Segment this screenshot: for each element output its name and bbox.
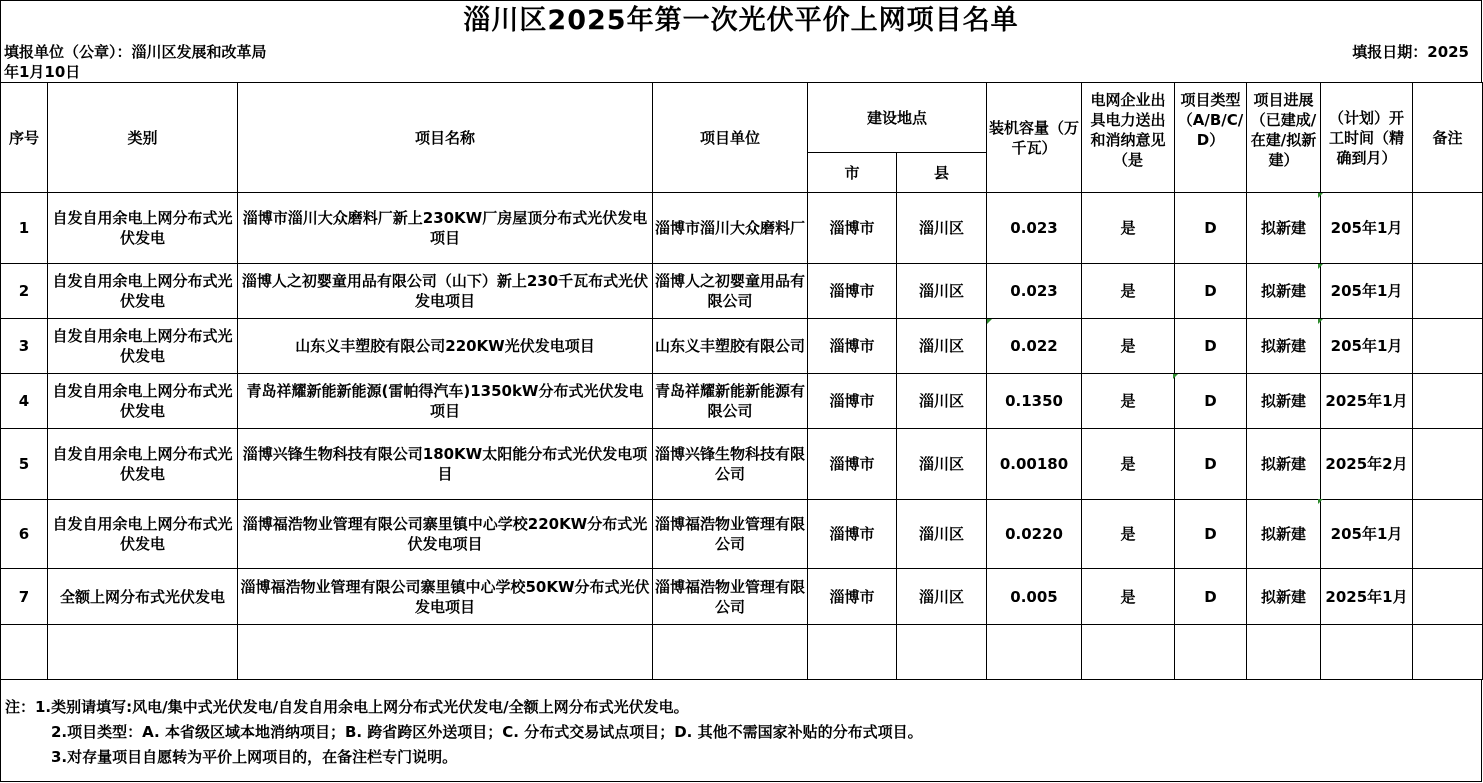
- cell-category: 自发自用余电上网分布式光伏发电: [48, 374, 238, 429]
- cell-progress: 拟新建: [1247, 429, 1321, 500]
- cell-index: 4: [1, 374, 48, 429]
- cell-name: 淄博福浩物业管理有限公司寨里镇中心学校50KW分布式光伏发电项目: [238, 569, 653, 625]
- cell-index: 7: [1, 569, 48, 625]
- empty-cell: [897, 625, 987, 680]
- table-row: [1, 429, 1483, 500]
- comment-marker: [1173, 374, 1178, 379]
- cell-type: D: [1175, 429, 1247, 500]
- cell-category: 自发自用余电上网分布式光伏发电: [48, 429, 238, 500]
- table-row: [1, 193, 1483, 264]
- table-row: [1, 264, 1483, 319]
- cell-opinion: 是: [1082, 193, 1175, 264]
- cell-progress: 拟新建: [1247, 193, 1321, 264]
- cell-capacity: 0.00180: [987, 429, 1082, 500]
- empty-cell: [1247, 625, 1321, 680]
- comment-marker: [1318, 193, 1323, 198]
- note-3: 3.对存量项目自愿转为平价上网项目的，在备注栏专门说明。: [51, 748, 458, 766]
- cell-unit: 淄博人之初婴童用品有限公司: [653, 264, 808, 319]
- cell-start: 2025年1月: [1321, 374, 1413, 429]
- cell-unit: 淄博福浩物业管理有限公司: [653, 569, 808, 625]
- cell-unit: 山东义丰塑胶有限公司: [653, 319, 808, 374]
- empty-cell: [987, 625, 1082, 680]
- cell-opinion: 是: [1082, 569, 1175, 625]
- cell-name: 山东义丰塑胶有限公司220KW光伏发电项目: [238, 319, 653, 374]
- cell-capacity: 0.023: [987, 264, 1082, 319]
- cell-category: 自发自用余电上网分布式光伏发电: [48, 319, 238, 374]
- cell-county: 淄川区: [897, 569, 987, 625]
- cell-unit: 淄博市淄川大众磨料厂: [653, 193, 808, 264]
- header-category: 类别: [48, 83, 238, 193]
- filler-unit: 填报单位（公章）：淄川区发展和改革局: [4, 43, 267, 61]
- cell-index: 3: [1, 319, 48, 374]
- note-1: 注：1.类别请填写:风电/集中式光伏发电/自发自用余电上网分布式光伏发电/全额上网分布式光伏发电。: [5, 698, 689, 716]
- cell-remark: [1413, 569, 1483, 625]
- table-row: [1, 374, 1483, 429]
- cell-start: 205年1月: [1321, 500, 1413, 569]
- cell-city: 淄博市: [808, 429, 897, 500]
- empty-cell: [1, 625, 48, 680]
- cell-start: 2025年2月: [1321, 429, 1413, 500]
- cell-name: 淄博福浩物业管理有限公司寨里镇中心学校220KW分布式光伏发电项目: [238, 500, 653, 569]
- cell-county: 淄川区: [897, 319, 987, 374]
- filler-date-continued: 年1月10日: [4, 64, 81, 80]
- cell-progress: 拟新建: [1247, 374, 1321, 429]
- empty-cell: [48, 625, 238, 680]
- cell-type: D: [1175, 193, 1247, 264]
- cell-remark: [1413, 500, 1483, 569]
- left-border: [0, 40, 1, 83]
- cell-index: 2: [1, 264, 48, 319]
- cell-index: 1: [1, 193, 48, 264]
- empty-cell: [808, 625, 897, 680]
- cell-remark: [1413, 374, 1483, 429]
- cell-progress: 拟新建: [1247, 500, 1321, 569]
- note-2: 2.项目类型：A. 本省级区域本地消纳项目；B. 跨省跨区外送项目；C. 分布式交易试点项目；D. 其他不需国家补贴的分布式项目。: [51, 723, 923, 741]
- cell-opinion: 是: [1082, 429, 1175, 500]
- comment-marker: [1318, 319, 1323, 324]
- cell-county: 淄川区: [897, 429, 987, 500]
- cell-opinion: 是: [1082, 500, 1175, 569]
- comment-marker: [1318, 264, 1323, 269]
- cell-city: 淄博市: [808, 193, 897, 264]
- header-progress: 项目进展（已建成/在建/拟新建）: [1247, 83, 1321, 193]
- empty-cell: [1413, 625, 1483, 680]
- cell-start: 205年1月: [1321, 193, 1413, 264]
- cell-county: 淄川区: [897, 374, 987, 429]
- cell-county: 淄川区: [897, 264, 987, 319]
- header-capacity: 装机容量（万千瓦）: [987, 83, 1082, 193]
- empty-cell: [1321, 625, 1413, 680]
- cell-type: D: [1175, 500, 1247, 569]
- header-name: 项目名称: [238, 83, 653, 193]
- cell-progress: 拟新建: [1247, 264, 1321, 319]
- header-start-time: （计划）开工时间（精确到月）: [1321, 83, 1413, 193]
- header-unit: 项目单位: [653, 83, 808, 193]
- cell-opinion: 是: [1082, 264, 1175, 319]
- cell-category: 自发自用余电上网分布式光伏发电: [48, 500, 238, 569]
- header-city: 市: [808, 153, 897, 193]
- notes-section: [0, 680, 1482, 782]
- cell-capacity: 0.005: [987, 569, 1082, 625]
- cell-remark: [1413, 319, 1483, 374]
- cell-city: 淄博市: [808, 569, 897, 625]
- cell-name: 淄博兴锋生物科技有限公司180KW太阳能分布式光伏发电项目: [238, 429, 653, 500]
- cell-unit: 青岛祥耀新能新能源有限公司: [653, 374, 808, 429]
- cell-remark: [1413, 264, 1483, 319]
- header-location: 建设地点: [808, 83, 987, 153]
- cell-county: 淄川区: [897, 193, 987, 264]
- table-row: [1, 500, 1483, 569]
- filler-date: 填报日期：2025: [1352, 43, 1469, 61]
- cell-start: 2025年1月: [1321, 569, 1413, 625]
- cell-name: 淄博市淄川大众磨料厂新上230KW厂房屋顶分布式光伏发电项目: [238, 193, 653, 264]
- cell-opinion: 是: [1082, 319, 1175, 374]
- cell-type: D: [1175, 374, 1247, 429]
- cell-category: 全额上网分布式光伏发电: [48, 569, 238, 625]
- cell-capacity: 0.023: [987, 193, 1082, 264]
- cell-opinion: 是: [1082, 374, 1175, 429]
- empty-row: [1, 625, 1483, 680]
- cell-city: 淄博市: [808, 319, 897, 374]
- cell-capacity: 0.0220: [987, 500, 1082, 569]
- empty-cell: [1175, 625, 1247, 680]
- cell-progress: 拟新建: [1247, 319, 1321, 374]
- cell-index: 6: [1, 500, 48, 569]
- cell-category: 自发自用余电上网分布式光伏发电: [48, 193, 238, 264]
- cell-name: 青岛祥耀新能新能源(雷帕得汽车)1350kW分布式光伏发电项目: [238, 374, 653, 429]
- page-title: 淄川区2025年第一次光伏平价上网项目名单: [0, 0, 1482, 40]
- cell-type: D: [1175, 319, 1247, 374]
- cell-city: 淄博市: [808, 264, 897, 319]
- cell-type: D: [1175, 264, 1247, 319]
- right-border: [1481, 40, 1482, 83]
- header-index: 序号: [1, 83, 48, 193]
- header-grid-opinion: 电网企业出具电力送出和消纳意见（是: [1082, 83, 1175, 193]
- header-remark: 备注: [1413, 83, 1483, 193]
- cell-category: 自发自用余电上网分布式光伏发电: [48, 264, 238, 319]
- comment-marker: [987, 319, 992, 324]
- empty-cell: [1082, 625, 1175, 680]
- empty-cell: [653, 625, 808, 680]
- header-type: 项目类型（A/B/C/D）: [1175, 83, 1247, 193]
- cell-start: 205年1月: [1321, 319, 1413, 374]
- cell-city: 淄博市: [808, 374, 897, 429]
- table-row: [1, 319, 1483, 374]
- cell-county: 淄川区: [897, 500, 987, 569]
- cell-capacity: 0.1350: [987, 374, 1082, 429]
- cell-start: 205年1月: [1321, 264, 1413, 319]
- cell-unit: 淄博福浩物业管理有限公司: [653, 500, 808, 569]
- cell-index: 5: [1, 429, 48, 500]
- cell-capacity: 0.022: [987, 319, 1082, 374]
- cell-progress: 拟新建: [1247, 569, 1321, 625]
- project-table: [0, 82, 1483, 680]
- comment-marker: [1318, 499, 1323, 504]
- cell-remark: [1413, 429, 1483, 500]
- cell-type: D: [1175, 569, 1247, 625]
- cell-unit: 淄博兴锋生物科技有限公司: [653, 429, 808, 500]
- table-row: [1, 569, 1483, 625]
- cell-remark: [1413, 193, 1483, 264]
- empty-cell: [238, 625, 653, 680]
- cell-name: 淄博人之初婴童用品有限公司（山下）新上230千瓦布式光伏发电项目: [238, 264, 653, 319]
- header-county: 县: [897, 153, 987, 193]
- cell-city: 淄博市: [808, 500, 897, 569]
